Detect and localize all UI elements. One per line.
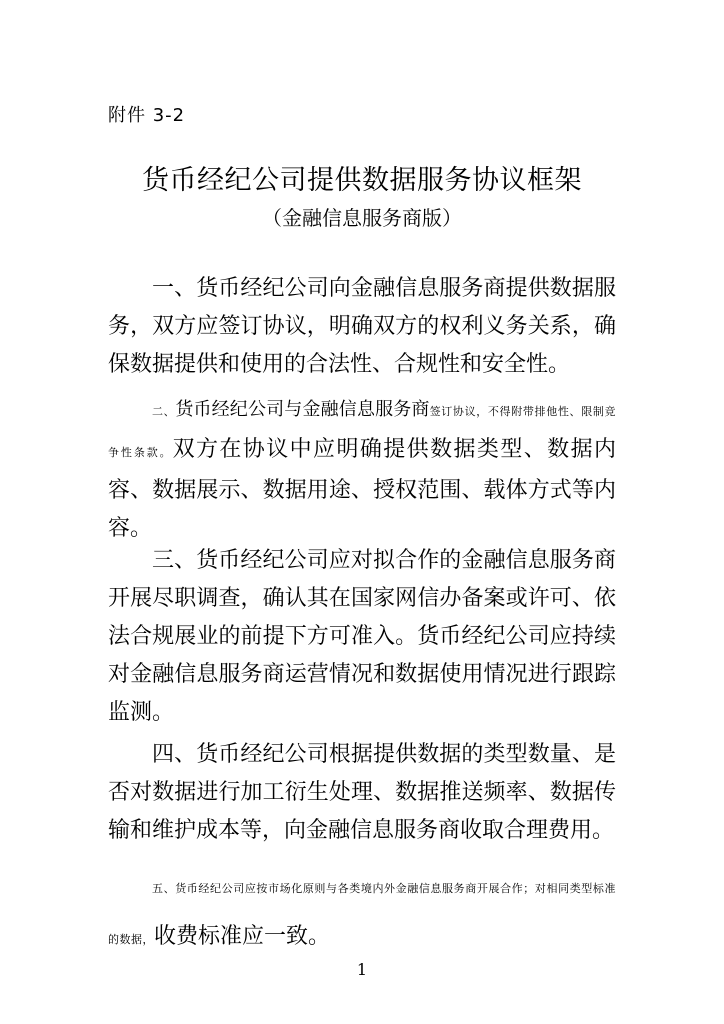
clause-2-main-text: 双方在协议中应明确提供数据类型、数据内容、数据展示、数据用途、授权范围、载体方式等内容。: [108, 437, 616, 541]
clause-2-lead: 货币经纪公司与金融信息服务商: [175, 399, 430, 420]
clause-5: [108, 862, 616, 964]
clause-5-small-text: 五、货币经纪公司应按市场化原则与各类境内外金融信息服务商开展合作；对相同类型标准的数据，: [108, 882, 616, 946]
document-subtitle: （金融信息服务商版）: [262, 206, 462, 230]
document-title: 货币经纪公司提供数据服务协议框架: [142, 165, 582, 196]
clause-2: [108, 390, 616, 548]
clause-5-main-text: 收费标准应一致。: [154, 924, 331, 949]
clause-1: 一、货币经纪公司向金融信息服务商提供数据服务，双方应签订协议，明确双方的权利义务关系，确保数据提供和使用的合法性、合规性和安全性。: [108, 276, 616, 377]
clause-4: 四、货币经纪公司根据提供数据的类型数量、是否对数据进行加工衍生处理、数据推送频率、数据传输和维护成本等，向金融信息服务商收取合理费用。: [108, 742, 616, 843]
clause-2-number: 二、: [152, 405, 176, 418]
clause-2-small-text: 签订协议，不得附带排他性、限制竞争性条款。: [108, 405, 617, 459]
attachment-label: 附件 3-2: [108, 105, 186, 126]
page-number: 1: [356, 960, 368, 979]
clause-3: 三、货币经纪公司应对拟合作的金融信息服务商开展尽职调查，确认其在国家网信办备案或许可、依法合规展业的前提下方可准入。货币经纪公司应持续对金融信息服务商运营情况和数据使用情况进行跟踪监测。: [108, 548, 616, 725]
